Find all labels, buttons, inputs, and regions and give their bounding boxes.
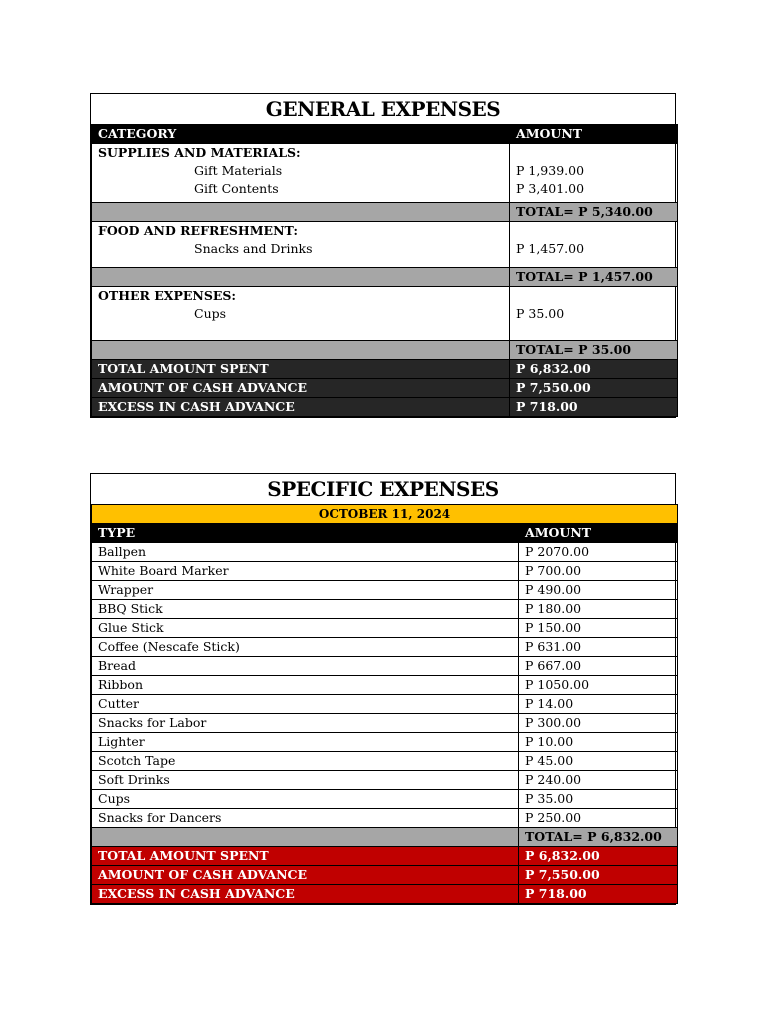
- subtotal-value: TOTAL= P 6,832.00: [519, 828, 678, 847]
- table-row: [92, 752, 678, 771]
- item-label: Cups: [194, 306, 227, 321]
- expense-amount: P 180.00: [519, 600, 678, 619]
- item-amount: P 1,939.00: [516, 163, 585, 178]
- subtotal-value: TOTAL= P 1,457.00: [510, 268, 678, 287]
- group-name: FOOD AND REFRESHMENT:: [98, 223, 298, 238]
- expense-type: White Board Marker: [92, 562, 519, 581]
- item-label: Gift Contents: [194, 181, 279, 196]
- summary-label: EXCESS IN CASH ADVANCE: [92, 885, 519, 904]
- expense-amount: P 14.00: [519, 695, 678, 714]
- expense-type: Soft Drinks: [92, 771, 519, 790]
- expense-type: Lighter: [92, 733, 519, 752]
- summary-value: P 7,550.00: [519, 866, 678, 885]
- expense-type: Coffee (Nescafe Stick): [92, 638, 519, 657]
- group-supplies: [92, 144, 678, 203]
- expense-amount: P 490.00: [519, 581, 678, 600]
- table-row: [92, 695, 678, 714]
- item-label: Gift Materials: [194, 163, 283, 178]
- expense-amount: P 240.00: [519, 771, 678, 790]
- summary-row: [92, 398, 678, 417]
- subtotal-row: [92, 268, 678, 287]
- subtotal-row: [92, 341, 678, 360]
- subtotal-row: [92, 828, 678, 847]
- expense-amount: P 1050.00: [519, 676, 678, 695]
- specific-expenses-title: SPECIFIC EXPENSES: [267, 477, 499, 501]
- expense-type: Scotch Tape: [92, 752, 519, 771]
- expense-type: Cups: [92, 790, 519, 809]
- table-row: [92, 619, 678, 638]
- table-row: [92, 657, 678, 676]
- table-row: [92, 562, 678, 581]
- type-header: TYPE: [92, 524, 519, 543]
- summary-row: [92, 866, 678, 885]
- summary-label: EXCESS IN CASH ADVANCE: [92, 398, 510, 417]
- summary-value: P 718.00: [519, 885, 678, 904]
- expense-amount: P 631.00: [519, 638, 678, 657]
- expense-amount: P 45.00: [519, 752, 678, 771]
- table-row: [92, 638, 678, 657]
- summary-value: P 6,832.00: [519, 847, 678, 866]
- specific-expenses-grid: [91, 504, 678, 904]
- general-expenses-table: [90, 93, 676, 418]
- subtotal-row: [92, 203, 678, 222]
- specific-rows: [92, 543, 678, 828]
- expense-type: Glue Stick: [92, 619, 519, 638]
- date-row: [92, 505, 678, 524]
- summary-row: [92, 360, 678, 379]
- table-row: [92, 771, 678, 790]
- summary-label: AMOUNT OF CASH ADVANCE: [92, 866, 519, 885]
- subtotal-value: TOTAL= P 35.00: [510, 341, 678, 360]
- general-header-row: [92, 125, 678, 144]
- expense-type: Cutter: [92, 695, 519, 714]
- amount-header: AMOUNT: [510, 125, 678, 144]
- summary-label: TOTAL AMOUNT SPENT: [92, 360, 510, 379]
- summary-value: P 6,832.00: [510, 360, 678, 379]
- specific-header-row: [92, 524, 678, 543]
- summary-label: TOTAL AMOUNT SPENT: [92, 847, 519, 866]
- general-expenses-grid: [91, 124, 678, 417]
- summary-value: P 718.00: [510, 398, 678, 417]
- table-row: [92, 714, 678, 733]
- expense-amount: P 2070.00: [519, 543, 678, 562]
- item-amount: P 35.00: [516, 306, 565, 321]
- table-row: [92, 600, 678, 619]
- expense-amount: P 700.00: [519, 562, 678, 581]
- table-row: [92, 790, 678, 809]
- specific-expenses-table: [90, 473, 676, 905]
- expense-date: OCTOBER 11, 2024: [92, 505, 678, 524]
- subtotal-value: TOTAL= P 5,340.00: [510, 203, 678, 222]
- expense-amount: P 35.00: [519, 790, 678, 809]
- expense-type: Ballpen: [92, 543, 519, 562]
- amount-header: AMOUNT: [519, 524, 678, 543]
- expense-type: Snacks for Labor: [92, 714, 519, 733]
- expense-amount: P 250.00: [519, 809, 678, 828]
- summary-row: [92, 847, 678, 866]
- summary-value: P 7,550.00: [510, 379, 678, 398]
- group-other: [92, 287, 678, 341]
- table-row: [92, 676, 678, 695]
- expense-type: Wrapper: [92, 581, 519, 600]
- table-row: [92, 733, 678, 752]
- expense-type: BBQ Stick: [92, 600, 519, 619]
- expense-type: Bread: [92, 657, 519, 676]
- expense-type: Ribbon: [92, 676, 519, 695]
- item-label: Snacks and Drinks: [194, 241, 313, 256]
- expense-amount: P 150.00: [519, 619, 678, 638]
- table-row: [92, 809, 678, 828]
- expense-type: Snacks for Dancers: [92, 809, 519, 828]
- expense-amount: P 10.00: [519, 733, 678, 752]
- expense-amount: P 300.00: [519, 714, 678, 733]
- category-header: CATEGORY: [92, 125, 510, 144]
- summary-label: AMOUNT OF CASH ADVANCE: [92, 379, 510, 398]
- expense-amount: P 667.00: [519, 657, 678, 676]
- general-expenses-title: GENERAL EXPENSES: [265, 97, 501, 121]
- summary-row: [92, 885, 678, 904]
- group-name: OTHER EXPENSES:: [98, 288, 237, 303]
- item-amount: P 3,401.00: [516, 181, 585, 196]
- item-amount: P 1,457.00: [516, 241, 585, 256]
- group-name: SUPPLIES AND MATERIALS:: [98, 145, 301, 160]
- group-food: [92, 222, 678, 268]
- table-row: [92, 543, 678, 562]
- summary-row: [92, 379, 678, 398]
- table-row: [92, 581, 678, 600]
